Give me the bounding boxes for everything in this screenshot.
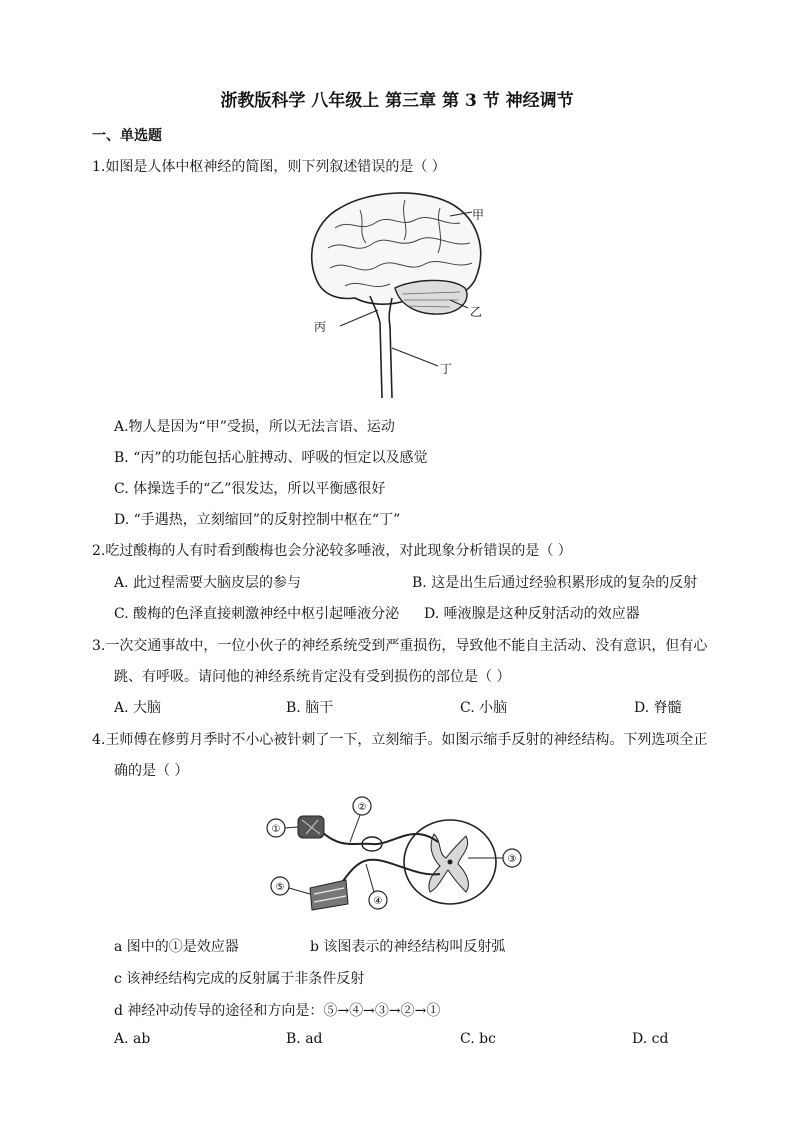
- brain-diagram: [300, 188, 500, 398]
- q2-option-d: D. 唾液腺是这种反射活动的效应器: [424, 606, 640, 622]
- q1-option-d: D. “手遇热，立刻缩回”的反射控制中枢在“丁”: [114, 512, 401, 528]
- q4-option-b: B. ad: [286, 1031, 323, 1047]
- q1-option-a: A.物人是因为“甲”受损，所以无法言语、运动: [114, 419, 395, 435]
- q4-statement-d: d 神经冲动传导的途径和方向是：⑤→④→③→②→①: [114, 1003, 441, 1019]
- q1-option-c: C. 体操选手的“乙”很发达，所以平衡感很好: [114, 481, 386, 497]
- q1-option-b: B. “丙”的功能包括心脏搏动、呼吸的恒定以及感觉: [114, 450, 428, 466]
- question-4-stem-line-1: 4.王师傅在修剪月季时不小心被针刺了一下，立刻缩手。如图示缩手反射的神经结构。下列选项全正: [92, 732, 708, 748]
- question-4-stem-line-2: 确的是（ ）: [114, 763, 189, 779]
- q3-option-b: B. 脑干: [286, 700, 334, 716]
- question-3-stem-line-1: 3.一次交通事故中，一位小伙子的神经系统受到严重损伤，导致他不能自主活动、没有意识，但有心: [92, 638, 708, 654]
- q4-statement-c: c 该神经结构完成的反射属于非条件反射: [114, 971, 365, 987]
- q4-option-d: D. cd: [632, 1031, 669, 1047]
- q4-option-c: C. bc: [460, 1031, 496, 1047]
- reflex-label-1: ①: [271, 824, 281, 835]
- label-bing: 丙: [314, 320, 327, 334]
- question-2-stem: 2.吃过酸梅的人有时看到酸梅也会分泌较多唾液，对此现象分析错误的是（ ）: [92, 543, 572, 559]
- reflex-label-3: ③: [507, 854, 517, 865]
- section-heading: 一、单选题: [92, 128, 162, 144]
- label-yi: 乙: [470, 305, 483, 319]
- q3-option-c: C. 小脑: [460, 700, 508, 716]
- label-jia: 甲: [472, 208, 485, 222]
- page-title: 浙教版科学 八年级上 第三章 第 3 节 神经调节: [220, 91, 574, 111]
- q4-option-a: A. ab: [114, 1031, 151, 1047]
- question-3-stem-line-2: 跳、有呼吸。请问他的神经系统肯定没有受到损伤的部位是（ ）: [114, 669, 511, 685]
- reflex-arc-diagram: [262, 792, 532, 922]
- label-ding: 丁: [440, 362, 453, 376]
- q2-option-c: C. 酸梅的色泽直接刺激神经中枢引起唾液分泌: [114, 606, 400, 622]
- reflex-label-2: ②: [357, 802, 367, 813]
- reflex-label-4: ④: [373, 896, 383, 907]
- question-1-stem: 1.如图是人体中枢神经的简图，则下列叙述错误的是（ ）: [92, 159, 446, 175]
- q2-option-a: A. 此过程需要大脑皮层的参与: [114, 575, 302, 591]
- q2-option-b: B. 这是出生后通过经验积累形成的复杂的反射: [412, 575, 698, 591]
- q3-option-a: A. 大脑: [114, 700, 162, 716]
- q4-statement-a: a 图中的①是效应器: [114, 939, 239, 955]
- reflex-label-5: ⑤: [275, 882, 285, 893]
- q4-statement-b: b 该图表示的神经结构叫反射弧: [310, 939, 506, 955]
- q3-option-d: D. 脊髓: [634, 700, 682, 716]
